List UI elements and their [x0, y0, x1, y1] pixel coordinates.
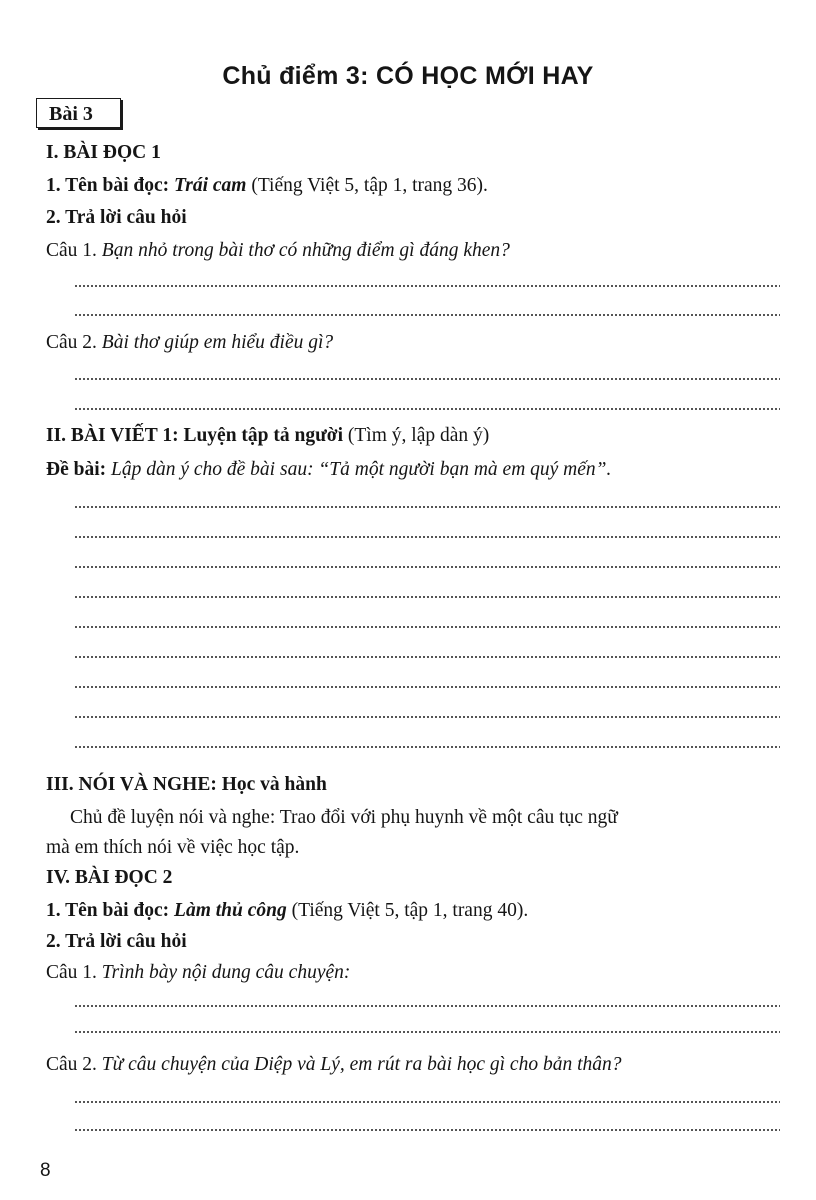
answer-line[interactable] — [74, 596, 780, 598]
question-prefix: Câu 2. — [46, 1054, 97, 1075]
question-text: Từ câu chuyện của Diệp và Lý, em rút ra bài học gì cho bản thân? — [101, 1054, 622, 1075]
section-3-text-line-1: Chủ đề luyện nói và nghe: Trao đổi với phụ huynh về một câu tục ngữ — [70, 807, 618, 828]
answer-line[interactable] — [74, 285, 780, 287]
page-number: 8 — [40, 1160, 51, 1181]
answer-line[interactable] — [74, 506, 780, 508]
question-text: Bạn nhỏ trong bài thơ có những điểm gì đáng khen? — [101, 240, 510, 261]
reading-title: Làm thủ công — [174, 900, 287, 921]
answer-line[interactable] — [74, 656, 780, 658]
answer-line[interactable] — [74, 1031, 780, 1033]
section-4-item-2: 2. Trả lời câu hỏi — [46, 931, 187, 952]
question-text: Bài thơ giúp em hiểu điều gì? — [101, 332, 334, 353]
section-4-question-2 — [46, 1054, 622, 1076]
section-3-heading: III. NÓI VÀ NGHE: Học và hành — [46, 774, 327, 795]
section-1-heading: I. BÀI ĐỌC 1 — [46, 142, 161, 163]
page-title: Chủ điểm 3: CÓ HỌC MỚI HAY — [222, 62, 594, 90]
reading-title: Trái cam — [174, 175, 247, 196]
answer-line[interactable] — [74, 536, 780, 538]
answer-line[interactable] — [74, 1101, 780, 1103]
answer-line[interactable] — [74, 746, 780, 748]
section-1-question-2 — [46, 332, 333, 354]
reading-source: (Tiếng Việt 5, tập 1, trang 36). — [251, 175, 488, 196]
answer-line[interactable] — [74, 686, 780, 688]
section-1-question-1 — [46, 240, 510, 262]
question-prefix: Câu 2. — [46, 332, 97, 353]
section-4-item-1 — [46, 900, 528, 922]
question-prefix: Câu 1. — [46, 962, 97, 983]
section-4-heading: IV. BÀI ĐỌC 2 — [46, 867, 173, 888]
answer-line[interactable] — [74, 1005, 780, 1007]
section-1-item-2: 2. Trả lời câu hỏi — [46, 207, 187, 228]
answer-line[interactable] — [74, 626, 780, 628]
question-text: Trình bày nội dung câu chuyện: — [101, 962, 351, 983]
question-prefix: Câu 1. — [46, 240, 97, 261]
answer-line[interactable] — [74, 314, 780, 316]
answer-line[interactable] — [74, 408, 780, 410]
answer-line[interactable] — [74, 1129, 780, 1131]
section-2-note: (Tìm ý, lập dàn ý) — [347, 425, 490, 446]
section-2-title: II. BÀI VIẾT 1: Luyện tập tả người — [46, 425, 344, 446]
item-label: 1. Tên bài đọc: — [46, 175, 170, 196]
answer-line[interactable] — [74, 378, 780, 380]
section-4-question-1 — [46, 962, 350, 984]
item-label: 1. Tên bài đọc: — [46, 900, 170, 921]
answer-line[interactable] — [74, 566, 780, 568]
lesson-badge: Bài 3 — [36, 98, 121, 128]
answer-line[interactable] — [74, 716, 780, 718]
section-3-text-line-2: mà em thích nói về việc học tập. — [46, 837, 300, 858]
prompt-text: Lập dàn ý cho đề bài sau: “Tả một người bạn mà em quý mến”. — [111, 459, 612, 480]
section-2-prompt — [46, 459, 611, 481]
reading-source: (Tiếng Việt 5, tập 1, trang 40). — [291, 900, 529, 921]
prompt-label: Đề bài: — [46, 459, 107, 480]
section-1-item-1 — [46, 175, 488, 197]
section-2-heading — [46, 425, 489, 447]
